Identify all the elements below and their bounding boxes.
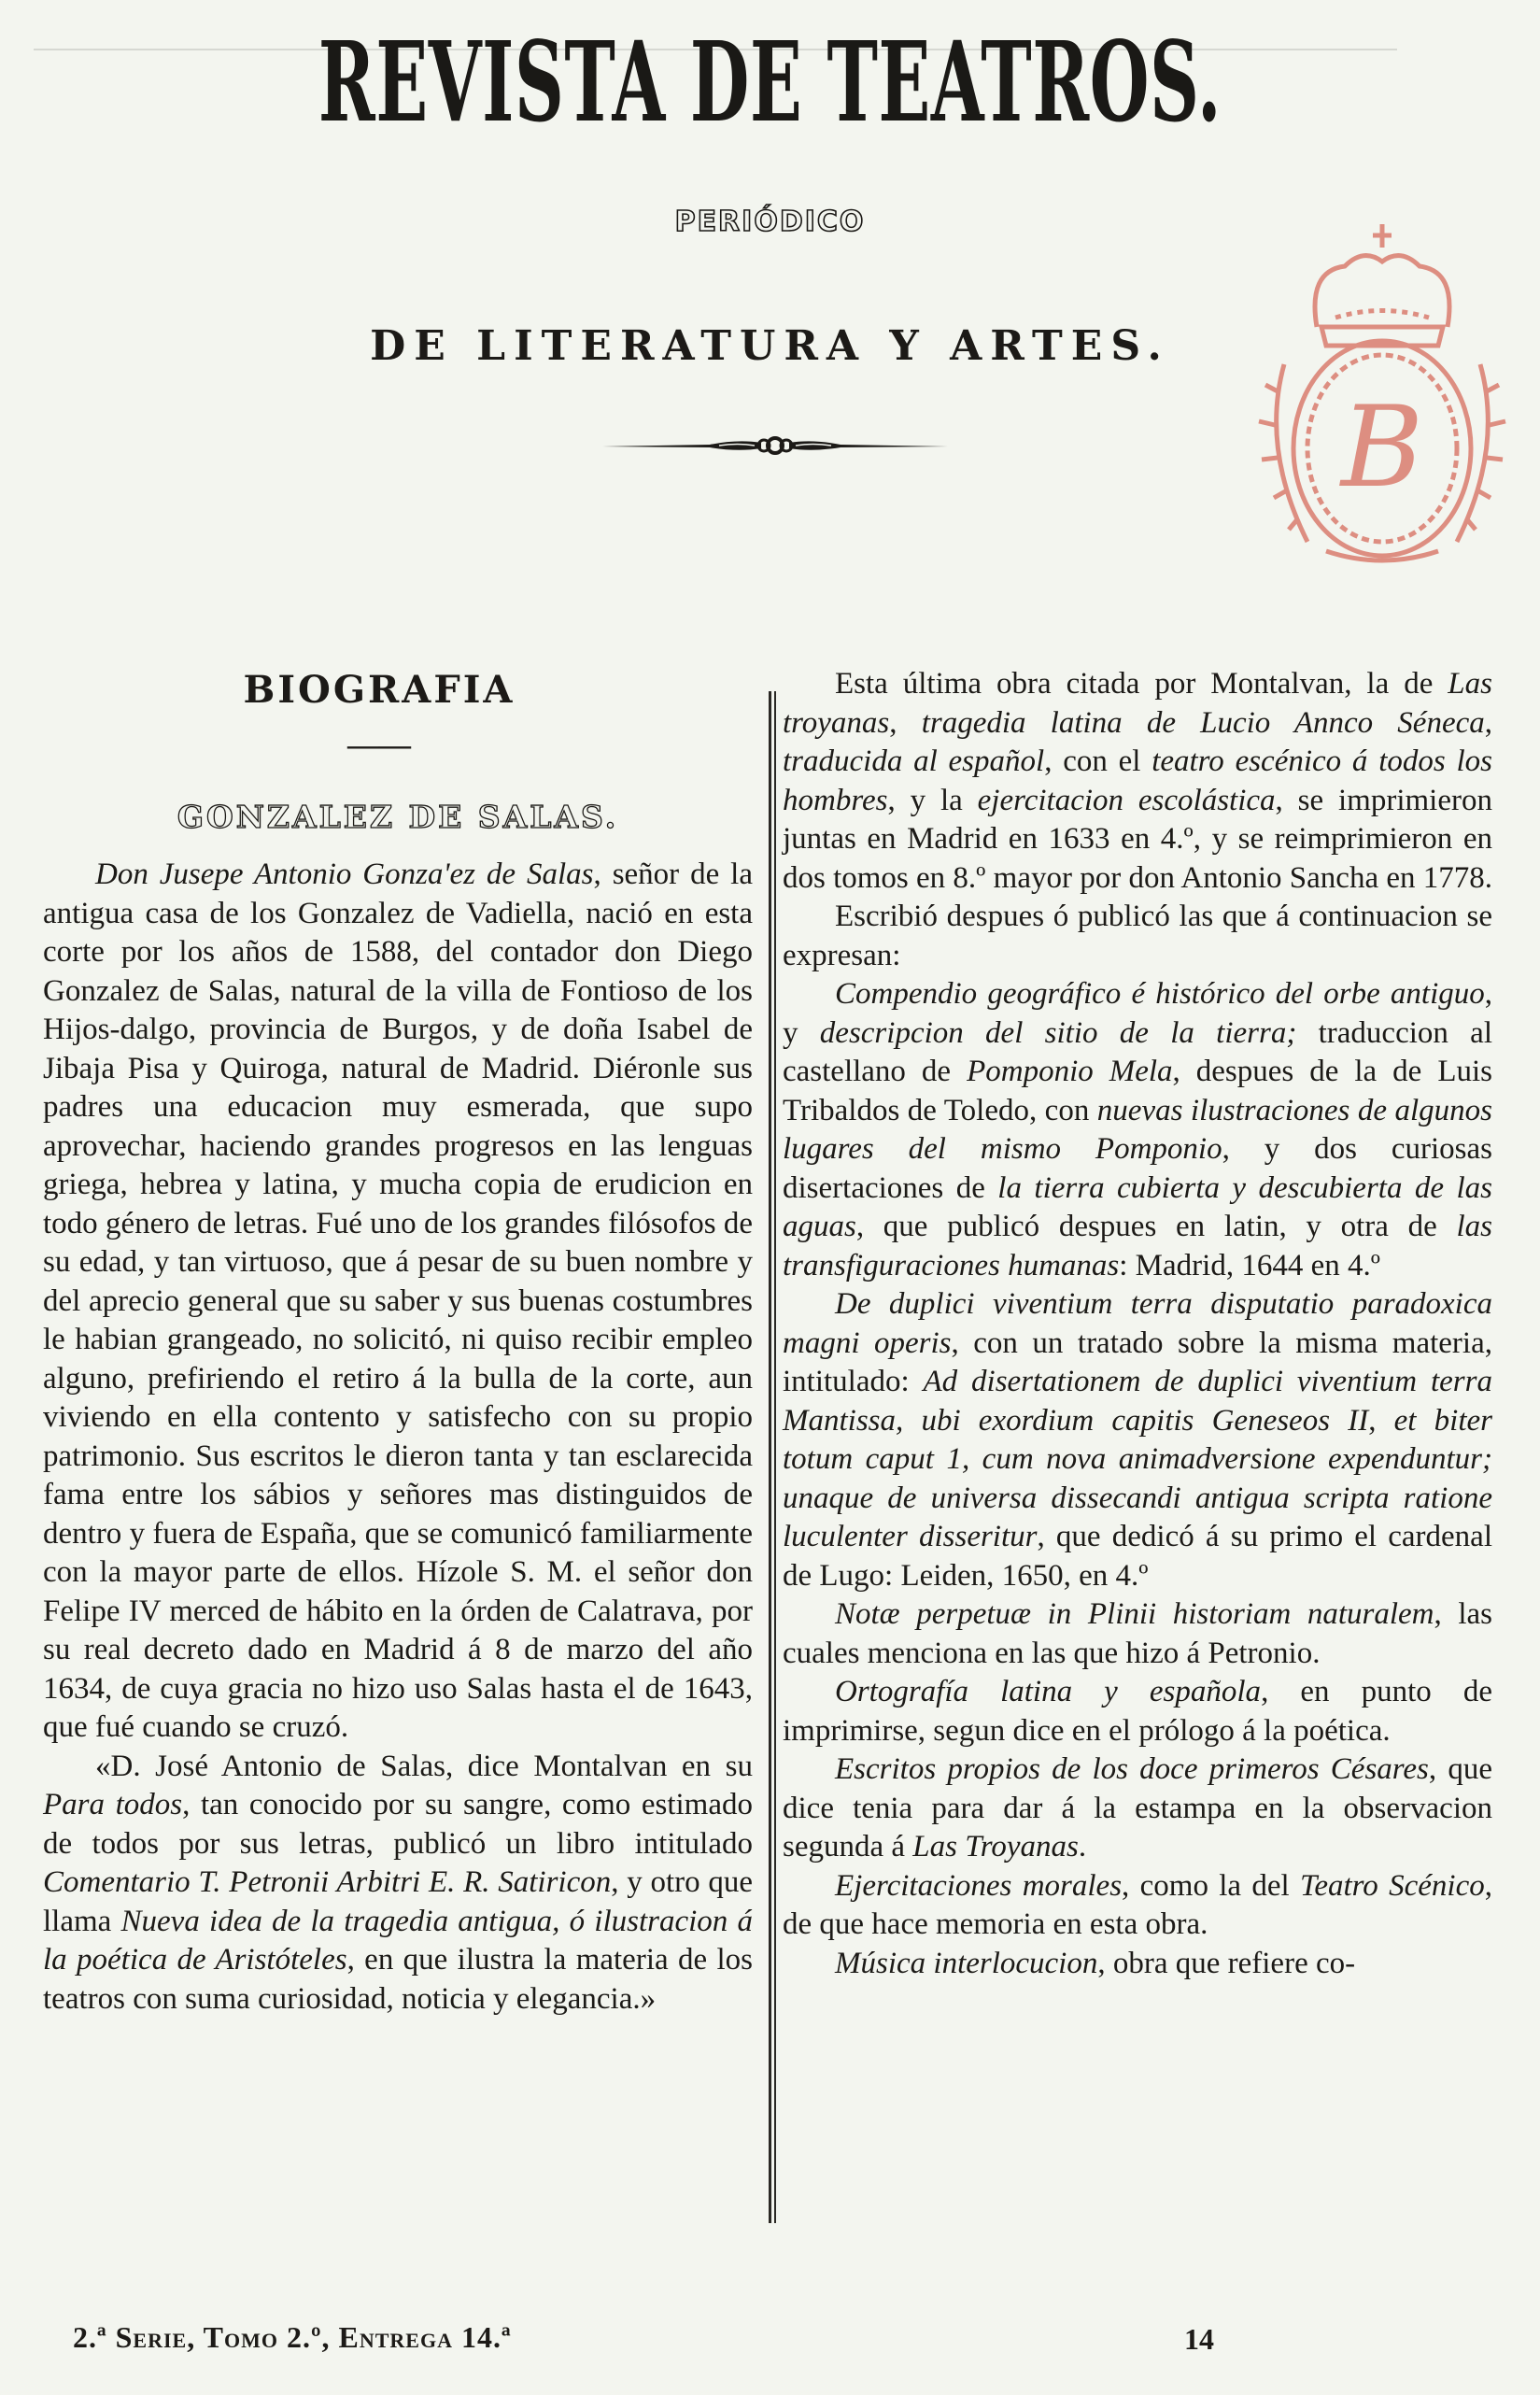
italic-title-run: Don Jusepe Antonio Gonza'ez de Salas — [95, 857, 594, 891]
paragraph — [783, 898, 1492, 975]
text-run: , y — [783, 977, 1492, 1050]
italic-title-run: Las troyanas — [783, 667, 1492, 740]
paragraph — [43, 1748, 753, 2019]
text-run: , de que hace memoria en esta obra. — [783, 1868, 1492, 1941]
text-run: , en que ilustra la materia de los teatros con suma curiosidad, noticia y elegancia.» — [43, 1943, 753, 2016]
text-run: , como la del — [1122, 1868, 1301, 1903]
right-column — [783, 665, 1492, 1983]
italic-title-run: Escritos propios de los doce primeros Césares — [835, 1752, 1429, 1786]
series-signature: 2.ª Serie, Tomo 2.º, Entrega 14.ª — [73, 2320, 512, 2354]
italic-title-run: Música interlocucion — [835, 1946, 1098, 1980]
text-run: «D. José Antonio de Salas, dice Montalvan en su — [95, 1749, 753, 1783]
italic-title-run: las transfiguraciones humanas — [783, 1210, 1492, 1283]
paragraph — [783, 1945, 1492, 1984]
text-run: , con un tratado sobre la misma materia, intitulado: — [783, 1325, 1492, 1398]
italic-title-run: Ejercitaciones morales — [835, 1868, 1123, 1903]
paragraph — [43, 856, 753, 1748]
text-run: , y la — [887, 783, 978, 817]
paragraph — [783, 1867, 1492, 1945]
text-run: , — [1484, 705, 1493, 740]
text-run: , que publicó despues en latin, y otra de — [855, 1210, 1457, 1243]
left-column — [43, 665, 753, 2019]
italic-title-run: Comentario T. Petronii Arbitri E. R. Satiricon — [43, 1865, 612, 1899]
publication-subtitle: PERIÓDICO — [674, 205, 866, 238]
right-column-body — [783, 665, 1492, 1983]
left-column-body — [43, 856, 753, 2019]
paragraph — [783, 665, 1492, 898]
italic-title-run: Teatro Scénico — [1300, 1868, 1485, 1903]
italic-title-run: la tierra cubierta y descubierta de las aguas — [783, 1170, 1492, 1243]
italic-title-run: Ortografía latina y española — [835, 1675, 1262, 1708]
article-subject: GONZALEZ DE SALAS. — [177, 799, 619, 835]
page-number: 14 — [1184, 2322, 1214, 2356]
italic-title-run: tragedia latina de Lucio Annco Séneca — [921, 705, 1485, 740]
column-divider — [769, 691, 776, 2223]
italic-title-run: et biter totum caput 1, cum nova animadversione expenduntur; unaque de universa dissecandi antigua scripta ratione luculenter disseritur — [783, 1403, 1492, 1553]
text-run: , — [1368, 1403, 1394, 1438]
paragraph — [783, 975, 1492, 1285]
text-run: , — [889, 705, 922, 740]
text-run: , tan conocido por su sangre, como estimado de todos por sus letras, publicó un libro intitulado — [43, 1788, 753, 1861]
italic-title-run: Compendio geográfico é histórico del orbe antiguo — [835, 977, 1485, 1011]
text-run: , y dos curiosas disertaciones de — [783, 1132, 1492, 1205]
text-run: : Madrid, 1644 en 4.º — [1119, 1248, 1380, 1283]
publication-title: REVISTA DE TEATROS. — [318, 17, 1222, 147]
italic-title-run: Las Troyanas — [912, 1830, 1079, 1864]
text-run: . — [1078, 1830, 1087, 1864]
text-run: , se imprimieron juntas en Madrid en 1633 en 4.º, y se reimprimieron en dos tomos en 8.º mayor por don Antonio Sancha en 1778. — [783, 783, 1492, 895]
text-run: , y otro que llama — [43, 1865, 753, 1938]
text-run: , señor de la antigua casa de los Gonzalez de Vadiella, nació en esta corte por los años de 1588, del contador don Diego Gonzalez de Salas, natural de la villa de Fontioso de los Hijos-dalgo, provincia de Burgos, y de doña Isabel de Jibaja Pisa y Quiroga, natural de Madrid. Diéronle sus padres una educacion muy esmerada, que supo aprovechar, haciendo grandes progresos en las lenguas griega, hebrea y latina, y mucha copia de erudicion en todo género de letras. Fué uno de los grandes filósofos de su edad, y tan virtuoso, que á pesar de su buen nombre y del aprecio general que su saber y sus buenas costumbres le habian grangeado, no solicitó, ni quiso recibir empleo alguno, prefiriendo el retiro á la bulla de la corte, aun viviendo en ella contento y satisfecho con su propio patrimonio. Sus escritos le dieron tanta y tan esclarecida fama entre los sábios y señores mas distinguidos de dentro y fuera de España, que se comunicó familiarmente con la mayor parte de ellos. Hízole S. M. el señor don Felipe IV merced de hábito en la órden de Calatrava, por su real decreto dado en Madrid á 8 de marzo del año 1634, de cuya gracia no hizo uso Salas hasta el de 1643, que fué cuando se cruzó. — [43, 857, 753, 1744]
text-run: Escribió despues ó publicó las que á continuacion se expresan: — [783, 900, 1492, 972]
italic-title-run: traducida al español — [783, 744, 1045, 778]
italic-title-run: De duplici viventium terra disputatio paradoxica magni operis — [783, 1287, 1492, 1360]
text-run: , en punto de imprimirse, segun dice en el prólogo á la poética. — [783, 1675, 1492, 1748]
ornament-divider-icon — [598, 432, 953, 460]
publication-tagline: DE LITERATURA Y ARTES. — [370, 322, 1170, 370]
text-run: traduccion al castellano de — [783, 1015, 1493, 1088]
italic-title-run: Nueva idea de la tragedia antigua, ó ilustracion á la poética de Aristóteles — [43, 1904, 753, 1977]
text-run: , que dice tenia para dar á la estampa en la observacion segunda á — [783, 1752, 1492, 1864]
italic-title-run: Para todos — [43, 1788, 183, 1821]
italic-title-run: nuevas ilustraciones de algunos lugares del mismo Pomponio — [783, 1093, 1492, 1166]
text-run: , obra que refiere co- — [1097, 1946, 1356, 1980]
italic-title-run: Notæ perpetuæ in Plinii historiam naturalem — [835, 1597, 1434, 1631]
paragraph — [783, 1595, 1492, 1673]
text-run: , las cuales menciona en las que hizo á Petronio. — [783, 1597, 1492, 1670]
paragraph — [783, 1673, 1492, 1750]
text-run: , que dedicó á su primo el cardenal de Lugo: Leiden, 1650, en 4.º — [783, 1520, 1492, 1593]
text-run: , con el — [1044, 744, 1152, 778]
italic-title-run: ejercitacion escolástica — [977, 783, 1276, 817]
paragraph — [783, 1750, 1492, 1867]
library-stamp-icon — [1242, 215, 1522, 570]
italic-title-run: Pomponio Mela — [967, 1055, 1173, 1088]
section-separator: —— — [347, 728, 411, 762]
italic-title-run: Ad disertationem de duplici viventium terra Mantissa, ubi exordium capitis Geneseos II — [783, 1365, 1492, 1438]
text-run: , despues de la de Luis Tribaldos de Toledo, con — [783, 1055, 1492, 1127]
italic-title-run: descripcion del sitio de la tierra; — [819, 1015, 1297, 1050]
italic-title-run: teatro escénico á todos los hombres — [783, 744, 1492, 817]
paragraph — [783, 1285, 1492, 1595]
section-heading: BIOGRAFIA — [243, 668, 516, 712]
stamp-monogram: B — [1340, 383, 1424, 513]
text-run: Esta última obra citada por Montalvan, la de — [835, 667, 1448, 701]
